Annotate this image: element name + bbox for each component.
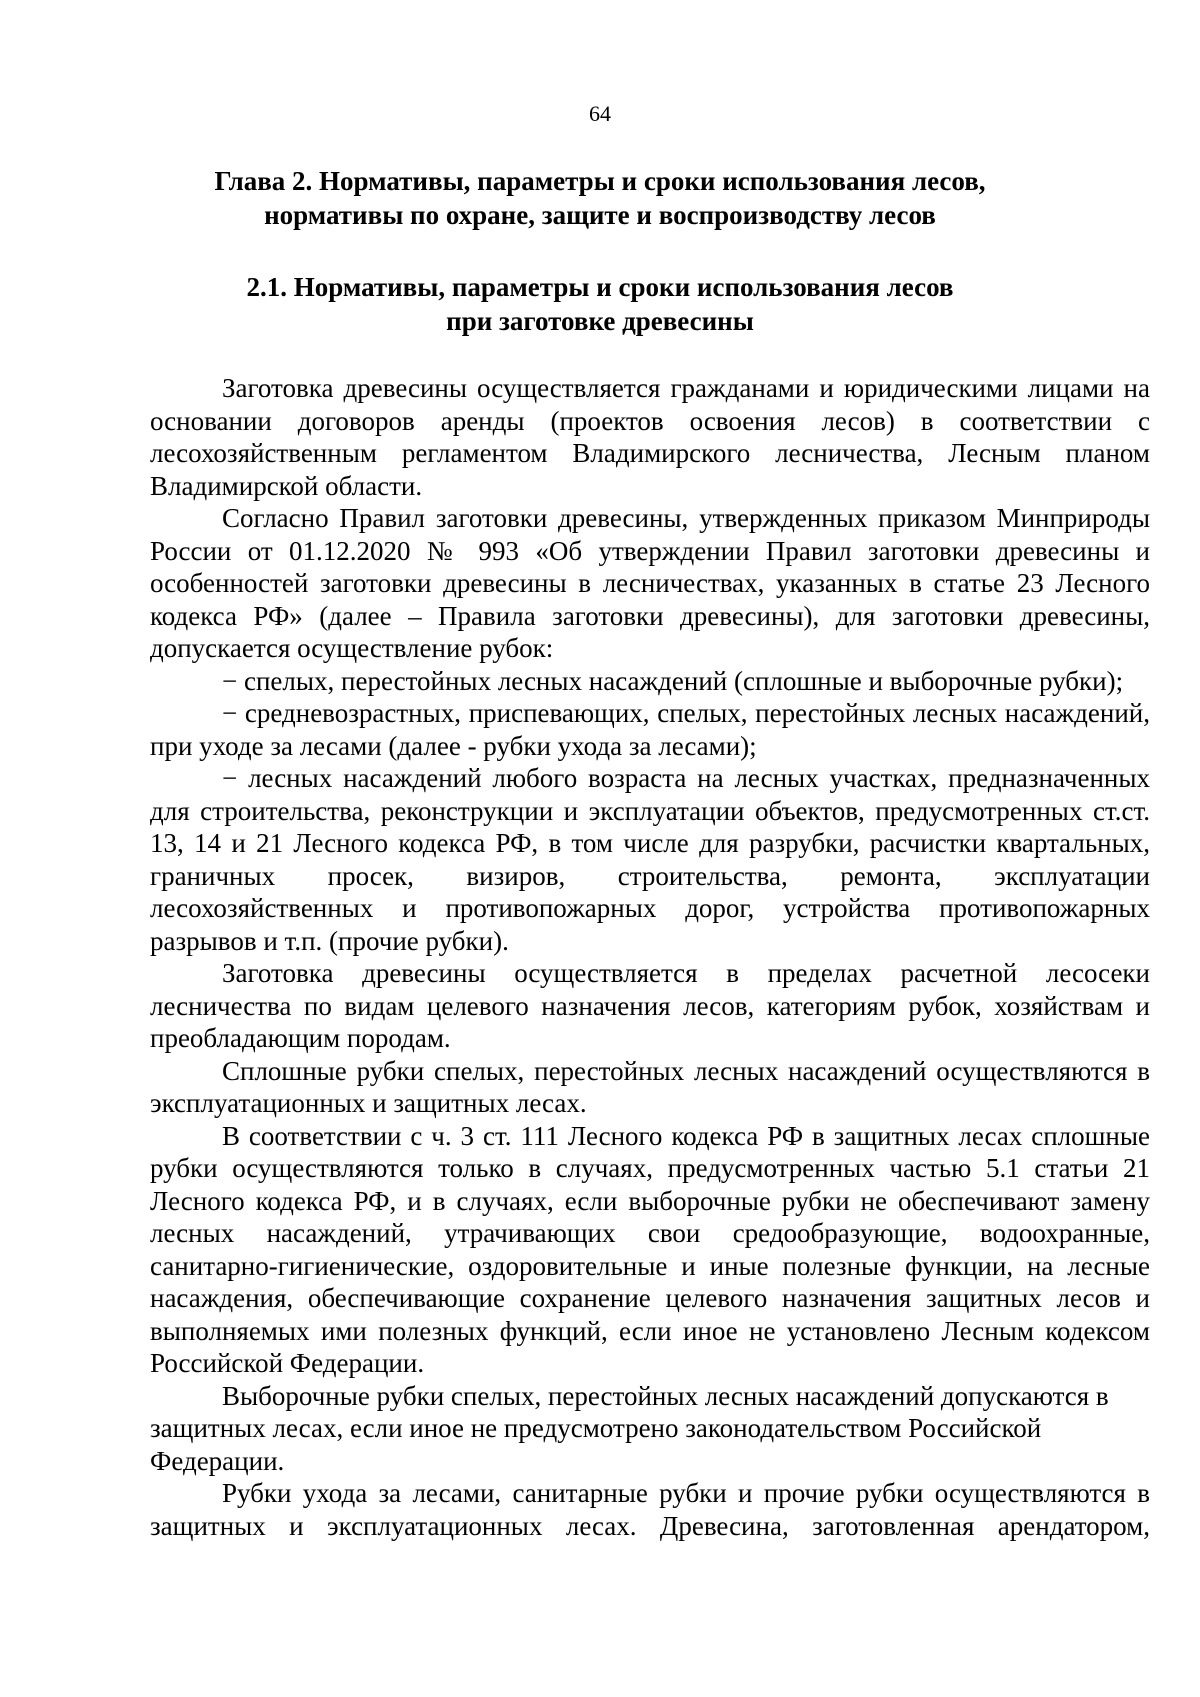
paragraph-clear-felling: Сплошные рубки спелых, перестойных лесных насаждений осуществляются в эксплуатационных и защитных лесах. [150, 1055, 1150, 1118]
paragraph-protective-forests: В соответствии с ч. 3 ст. 111 Лесного кодекса РФ в защитных лесах сплошные рубки осуществляются только в случаях, предусмотренных частью 5.1 статьи 21 Лесного кодекса РФ, и в случаях, если выборочные рубки не обеспечивают замену лесных насаждений, утрачивающих свои средообразующие, водоохранные, санитарно-гигиенические, оздоровительные и иные полезные функции, на лесные насаждения, обеспечивающие сохранение целевого назначения защитных лесов и выполняемых ими полезных функций, если иное не установлено Лесным кодексом Российской Федерации. [150, 1120, 1150, 1378]
section-title-line-2: при заготовке древесины [446, 306, 754, 336]
paragraph-harvesting-rules: Согласно Правил заготовки древесины, утвержденных приказом Минприроды России от 01.12.2020 № 993 «Об утверждении Правил заготовки древесины и особенностей заготовки древесины в лесничествах, указанных в статье 23 Лесного кодекса РФ» (далее – Правила заготовки древесины), для заготовки древесины, допускается осуществление рубок: [150, 503, 1150, 663]
paragraph-selective-felling: Выборочные рубки спелых, перестойных лесных насаждений допускаются в защитных лесах, если иное не предусмотрено законодательством Российской Федерации. [150, 1380, 1109, 1476]
section-title-line-1: 2.1. Нормативы, параметры и сроки использования лесов [246, 272, 954, 302]
chapter-title-line-2: нормативы по охране, защите и воспроизводству лесов [264, 200, 936, 230]
page-number: 64 [589, 101, 611, 126]
list-item-other-felling: − лесных насаждений любого возраста на лесных участках, предназначенных для строительства, реконструкции и эксплуатации объектов, предусмотренных ст.ст. 13, 14 и 21 Лесного кодекса РФ, в том числе для разрубки, расчистки квартальных, граничных просек, визиров, строительства, ремонта, эксплуатации лесохозяйственных и противопожарных дорог, устройства противопожарных разрывов и т.п. (прочие рубки). [150, 763, 1150, 956]
chapter-title-line-1: Глава 2. Нормативы, параметры и сроки использования лесов, [214, 166, 986, 196]
body-text [150, 372, 1150, 1542]
section-title [150, 270, 1050, 338]
paragraph-harvesting-basis: Заготовка древесины осуществляется гражданами и юридическими лицами на основании договоров аренды (проектов освоения лесов) в соответствии с лесохозяйственным регламентом Владимирского лесничества, Лесным планом Владимирской области. [150, 373, 1150, 501]
paragraph-thinning-sanitary: Рубки ухода за лесами, санитарные рубки и прочие рубки осуществляются в защитных и эксплуатационных лесах. Древесина, заготовленная арендатором, [150, 1478, 1150, 1541]
chapter-title [150, 164, 1050, 232]
list-item-thinning: − средневозрастных, приспевающих, спелых, перестойных лесных насаждений, при уходе за лесами (далее - рубки ухода за лесами); [150, 698, 1150, 761]
list-item-mature-stands: − спелых, перестойных лесных насаждений (сплошные и выборочные рубки); [222, 665, 1124, 696]
paragraph-allowable-cut: Заготовка древесины осуществляется в пределах расчетной лесосеки лесничества по видам целевого назначения лесов, категориям рубок, хозяйствам и преобладающим породам. [150, 958, 1150, 1053]
